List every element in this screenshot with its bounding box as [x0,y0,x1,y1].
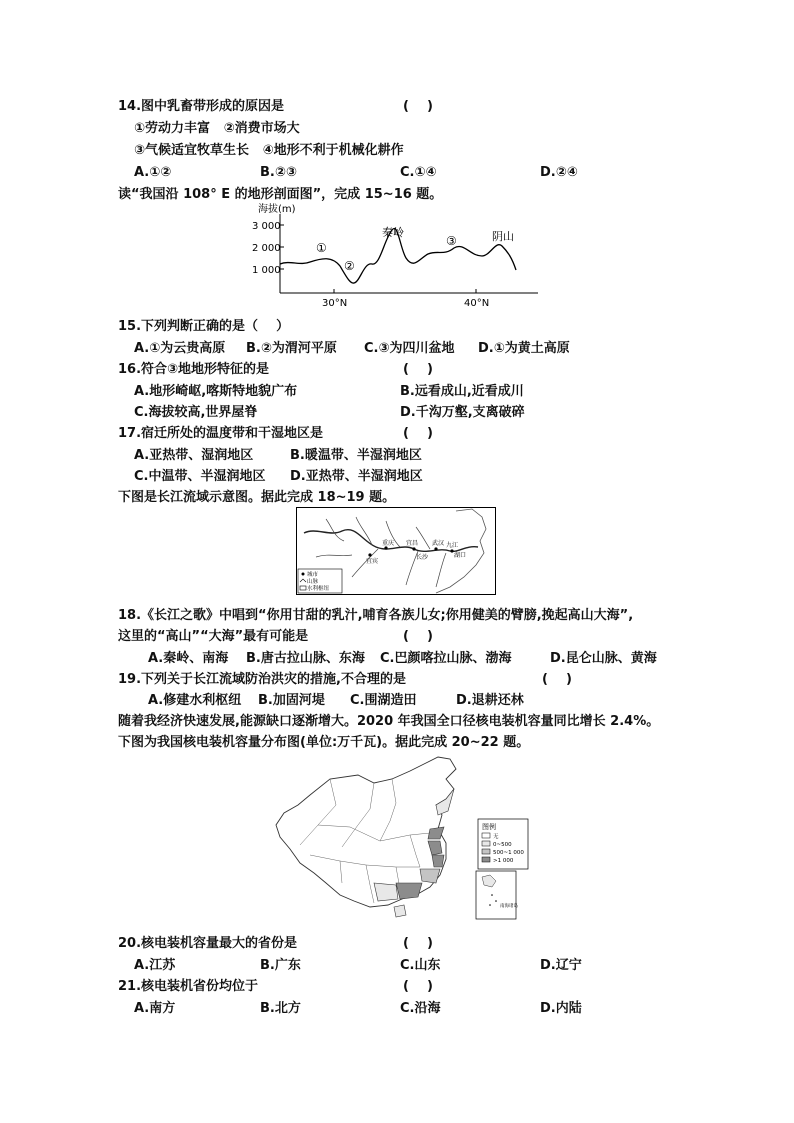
profile-ytick-1000: 1 000 [252,265,281,276]
city-chongqing: 重庆 [382,540,395,547]
legend-high: >1 000 [493,858,514,864]
q20-option-a: A.江苏 [134,958,176,973]
q14-option-b: B.②③ [260,165,297,180]
q19-option-b: B.加固河堤 [258,693,325,708]
q18-option-a: A.秦岭、南海 [148,651,229,666]
q17-answer-paren: ( ) [403,426,433,441]
province-guangxi [374,883,398,901]
q16-answer-paren: ( ) [403,362,433,377]
legend-city: 城市 [307,572,319,578]
q15-stem: 15.下列判断正确的是（ ） [118,319,290,334]
q14-option-c: C.①④ [400,165,437,180]
south-china-sea-inset [476,871,516,919]
terrain-profile-diagram [250,200,550,312]
legend-swatch-mid [482,849,490,854]
legend-swatch-low [482,841,490,846]
city-yibin-dot [368,553,371,556]
q21-option-a: A.南方 [134,1001,176,1016]
profile-ytick-3000: 3 000 [252,221,281,232]
q17-option-a: A.亚热带、湿润地区 [134,448,254,463]
profile-xtick-40n: 40°N [464,298,490,309]
city-yichang: 宜昌 [406,540,419,547]
q21-option-c: C.沿海 [400,1001,441,1016]
legend-dam: 水利枢纽 [307,586,330,592]
q14-option-a: A.①② [134,165,172,180]
q20-option-c: C.山东 [400,958,441,973]
q18-option-d: D.昆仑山脉、黄海 [550,651,657,666]
intro-yangtze: 下图是长江流域示意图。据此完成 18~19 题。 [118,490,396,505]
q20-stem: 20.核电装机容量最大的省份是 [118,936,298,951]
legend-title: 图例 [482,823,496,831]
q19-option-c: C.围湖造田 [350,693,417,708]
profile-ylabel: 海拔(m) [258,204,296,215]
q17-option-c: C.中温带、半湿润地区 [134,469,266,484]
legend-none: 无 [493,834,499,840]
profile-xtick-30n: 30°N [322,298,348,309]
city-changsha: 长沙 [416,554,429,561]
yangtze-basin-map [296,507,496,595]
q14-line2: ③气候适宜牧草生长 ④地形不利于机械化耕作 [134,143,404,158]
profile-label-qinling: 秦岭 [382,226,404,239]
province-hainan [394,905,406,917]
intro-nuclear-2: 下图为我国核电装机容量分布图(单位:万千瓦)。据此完成 20~22 题。 [118,735,530,750]
city-wuhan: 武汉 [432,540,445,547]
city-hukou: 湖口 [454,552,467,559]
q16-stem: 16.符合③地地形特征的是 [118,362,270,377]
intro-nuclear-1: 随着我经济快速发展,能源缺口逐渐增大。2020 年我国全口径核电装机容量同比增长 2.4%。 [118,714,660,729]
q20-option-b: B.广东 [260,958,301,973]
china-nuclear-capacity-map [270,755,532,925]
province-guangdong [396,883,422,899]
q18-option-c: C.巴颜喀拉山脉、渤海 [380,651,512,666]
q16-option-d: D.千沟万壑,支离破碎 [400,405,525,420]
china-outline [276,757,456,907]
city-yichang-dot [412,547,415,550]
q14-option-d: D.②④ [540,165,578,180]
province-fujian [420,869,440,883]
q17-option-b: B.暖温带、半湿润地区 [290,448,422,463]
q15-option-b: B.②为渭河平原 [246,341,337,356]
profile-label-1: ① [316,241,327,255]
q15-option-c: C.③为四川盆地 [364,341,455,356]
legend-low: 0~500 [493,842,512,848]
q15-option-d: D.①为黄土高原 [478,341,570,356]
q20-answer-paren: ( ) [403,936,433,951]
q21-answer-paren: ( ) [403,979,433,994]
q20-option-d: D.辽宁 [540,958,582,973]
legend-mountain: 山脉 [307,579,319,585]
q21-option-b: B.北方 [260,1001,301,1016]
inset-label: 南海诸岛 [500,904,518,909]
legend-swatch-high [482,857,490,862]
profile-label-2: ② [344,259,355,273]
q19-option-a: A.修建水利枢纽 [148,693,242,708]
q19-answer-paren: ( ) [542,672,572,687]
q18-stem-2: 这里的“高山”“大海”最有可能是 [118,629,309,644]
city-wuhan-dot [434,547,437,550]
legend-city-icon [302,573,305,576]
profile-ytick-2000: 2 000 [252,243,281,254]
q16-option-c: C.海拔较高,世界屋脊 [134,405,258,420]
q18-stem: 18.《长江之歌》中唱到“你用甘甜的乳汁,哺育各族儿女;你用健美的臂膀,挽起高山大海”, [118,608,634,623]
q14-stem: 14.图中乳畜带形成的原因是 [118,99,285,114]
q21-option-d: D.内陆 [540,1001,582,1016]
q17-option-d: D.亚热带、半湿润地区 [290,469,423,484]
q19-option-d: D.退耕还林 [456,693,524,708]
q16-option-a: A.地形崎岖,喀斯特地貌广布 [134,384,298,399]
province-zhejiang [432,855,444,867]
q14-answer-paren: ( ) [403,99,433,114]
q17-stem: 17.宿迁所处的温度带和干湿地区是 [118,426,324,441]
q15-option-a: A.①为云贵高原 [134,341,226,356]
q19-stem: 19.下列关于长江流域防治洪灾的措施,不合理的是 [118,672,406,687]
city-yibin: 宜宾 [366,558,379,565]
city-jiujiang: 九江 [446,542,459,549]
q18-answer-paren: ( ) [403,629,433,644]
profile-label-yinshan: 阴山 [492,230,514,243]
profile-label-3: ③ [446,234,457,248]
legend-mid: 500~1 000 [493,850,524,856]
q14-line1: ①劳动力丰富 ②消费市场大 [134,121,300,136]
q21-stem: 21.核电装机省份均位于 [118,979,259,994]
q18-option-b: B.唐古拉山脉、东海 [246,651,365,666]
q16-option-b: B.远看成山,近看成川 [400,384,524,399]
intro-profile: 读“我国沿 108° E 的地形剖面图”，完成 15~16 题。 [118,187,443,202]
legend-swatch-none [482,833,490,838]
